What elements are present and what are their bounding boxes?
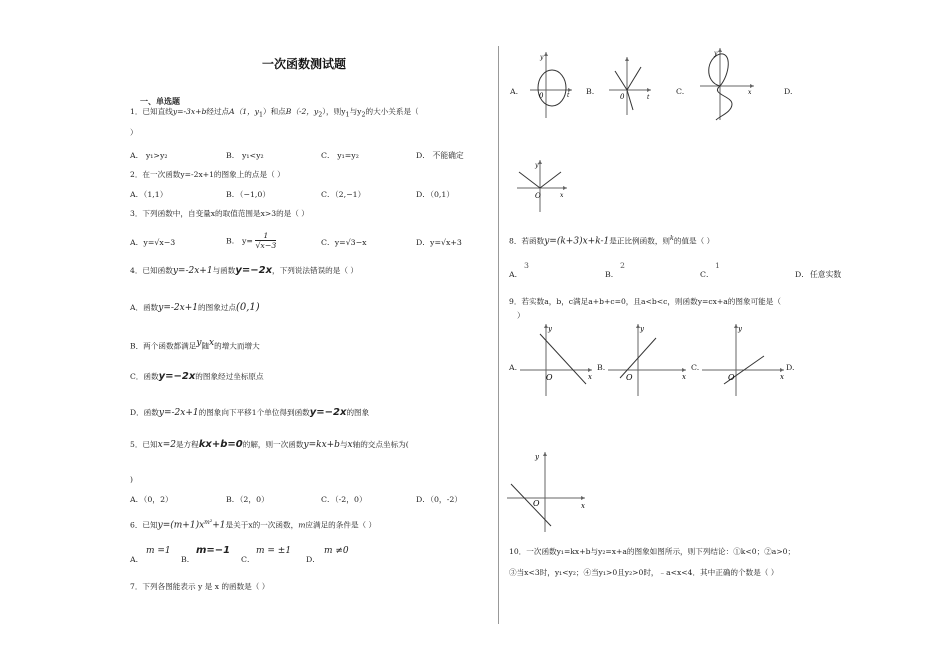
q7d-x-label: x: [560, 192, 564, 199]
q8-option-c-label: C．: [700, 270, 714, 279]
q1-option-a: A． y₁>y₂: [130, 151, 168, 160]
q7-graph-c: [698, 46, 758, 122]
q6-option-a-label: A．: [130, 555, 144, 564]
q6-option-c-value: m = ±1: [256, 546, 292, 556]
q9-graph-b: [606, 322, 692, 398]
q4-option-a: A．函数y=-2x+1的图象过点(0,1): [130, 302, 260, 313]
q8-option-c-value: 1: [715, 261, 720, 270]
q9a-y-label: y: [548, 325, 552, 333]
q2-stem: 2．在一次函数y=-2x+1的图象上的点是（ ）: [130, 170, 285, 179]
q8-option-a-label: A．: [509, 270, 523, 279]
q9-paren: ）: [517, 311, 525, 320]
q5-option-d: D．（0，-2）: [416, 495, 463, 504]
q7-graph-b: [607, 55, 655, 117]
q9-graph-d: [505, 450, 589, 534]
q8-option-b-value: 2: [620, 261, 625, 270]
q7a-t-label: t: [567, 92, 570, 99]
q6-option-a-value: m =1: [146, 546, 171, 556]
q3-option-a: A．y=√x−3: [130, 238, 176, 247]
q9d-origin-label: O: [533, 499, 540, 508]
q8-stem: 8．若函数y=(k+3)x+k-1是正比例函数，则$^k$的值是（ ）: [509, 235, 715, 247]
q7-stem: 7．下列各图能表示 y 是 x 的函数是（ ）: [130, 582, 270, 591]
q7-option-b-label: B.: [586, 87, 595, 96]
q3-stem: 3．下列函数中，自变量x的取值范围是x>3的是（ ）: [130, 209, 309, 218]
q5-paren: ): [130, 475, 133, 484]
q5-stem: 5．已知x=2是方程kx+b=0的解，则一次函数y=kx+b与x轴的交点坐标为(: [130, 439, 409, 450]
q7d-origin-label: O: [535, 192, 541, 200]
q9b-x-label: x: [682, 373, 686, 381]
q9-option-c-label: C.: [691, 363, 700, 372]
q6-option-c-label: C．: [241, 555, 255, 564]
q4-option-c: C．函数y=−2x的图象经过坐标原点: [130, 371, 264, 382]
q7b-t-label: t: [647, 94, 650, 101]
q6-option-d-label: D．: [306, 555, 321, 564]
q3-option-c: C．y=√3−x: [321, 238, 367, 247]
q4-stem: 4．已知函数y=-2x+1与函数y=−2x，下列说法错误的是（ ）: [130, 265, 358, 276]
q7-option-c-label: C.: [676, 87, 685, 96]
q6-option-b-label: B．: [181, 555, 195, 564]
q5-option-c: C．（-2，0）: [321, 495, 367, 504]
q7a-y-label: y: [540, 54, 544, 61]
q9-option-b-label: B.: [597, 363, 606, 372]
q7a-origin-label: 0: [539, 92, 544, 100]
q5-option-b: B．（2，0）: [226, 495, 269, 504]
q2-option-c: C．（2,−1）: [321, 190, 366, 199]
q9d-y-label: y: [535, 453, 539, 461]
q1-paren: ）: [130, 128, 138, 137]
q1-option-d: D． 不能确定: [416, 151, 464, 160]
q9b-origin-label: O: [626, 373, 633, 382]
q9-graph-a: [518, 322, 598, 398]
q9-option-d-label: D.: [786, 363, 795, 372]
q9-option-a-label: A.: [509, 363, 518, 372]
q3-option-b: B． y= $\frac{1}{√x-3}$: [226, 231, 277, 250]
section-heading: 一、单选题: [140, 96, 180, 106]
q7c-x-label: x: [748, 89, 752, 96]
q9c-origin-label: O: [728, 373, 735, 382]
q1-stem: 1．已知直线y=-3x+b经过点A（1，$y_1$）和点B（-2，$y_2$），则$y_1$与$y_2$的大小关系是（: [130, 107, 419, 119]
q8-option-a-value: 3: [524, 261, 529, 270]
q8-option-b-label: B．: [605, 270, 619, 279]
q7d-y-label: y: [535, 162, 539, 169]
q6-stem: 6．已知$y=(m+1)x^{m^2}+1$是关于x的一次函数，m应满足的条件是（ ）: [130, 519, 377, 531]
q9c-y-label: y: [738, 325, 742, 333]
q7c-y-label: y: [714, 50, 718, 57]
q1-option-c: C． y₁=y₂: [321, 151, 359, 160]
q6-option-d-value: m ≠0: [324, 546, 349, 556]
q2-option-d: D．（0,1）: [416, 190, 455, 199]
page-title: 一次函数测试题: [262, 57, 347, 71]
q7-option-d-label: D.: [784, 87, 793, 96]
q9-stem: 9．若实数a，b，c满足a+b+c=0，且a<b<c，则函数y=cx+a的图象可能是（: [509, 297, 781, 306]
q9a-origin-label: O: [546, 373, 553, 382]
q7-option-a-label: A.: [510, 87, 519, 96]
q3-option-d: D．y=√x+3: [416, 238, 462, 247]
q9d-x-label: x: [581, 502, 585, 510]
q10-line1: 10．一次函数y₁=kx+b与y₂=x+a的图象如图所示，则下列结论：①k<0；②a>0；: [509, 547, 796, 556]
q5-option-a: A．（0，2）: [130, 495, 173, 504]
q1-option-b: B． y₁<y₂: [226, 151, 264, 160]
q7-graph-d: [515, 158, 571, 214]
q2-option-b: B．（−1,0）: [226, 190, 271, 199]
q6-option-b-value: m=−1: [196, 545, 231, 556]
q9c-x-label: x: [780, 373, 784, 381]
q7-graph-a: [528, 50, 576, 120]
q4-option-d: D．函数y=-2x+1的图象向下平移1个单位得到函数y=−2x的图象: [130, 407, 370, 418]
q9-graph-c: [700, 322, 790, 398]
q9b-y-label: y: [640, 325, 644, 333]
q7b-origin-label: 0: [620, 93, 625, 101]
q8-option-d-label: D．: [795, 270, 810, 279]
q10-line2: ③当x<3时，y₁<y₂；④当y₁>0且y₂>0时，﹣a<x<4．其中正确的个数是（ ）: [509, 568, 779, 577]
column-divider: [498, 46, 499, 624]
q2-option-a: A．（1,1）: [130, 190, 168, 199]
q4-option-b: B．两个函数都满足$^y$随$^x$的增大而增大: [130, 338, 260, 351]
q8-option-d-value: 任意实数: [810, 270, 842, 279]
q9a-x-label: x: [588, 373, 592, 381]
